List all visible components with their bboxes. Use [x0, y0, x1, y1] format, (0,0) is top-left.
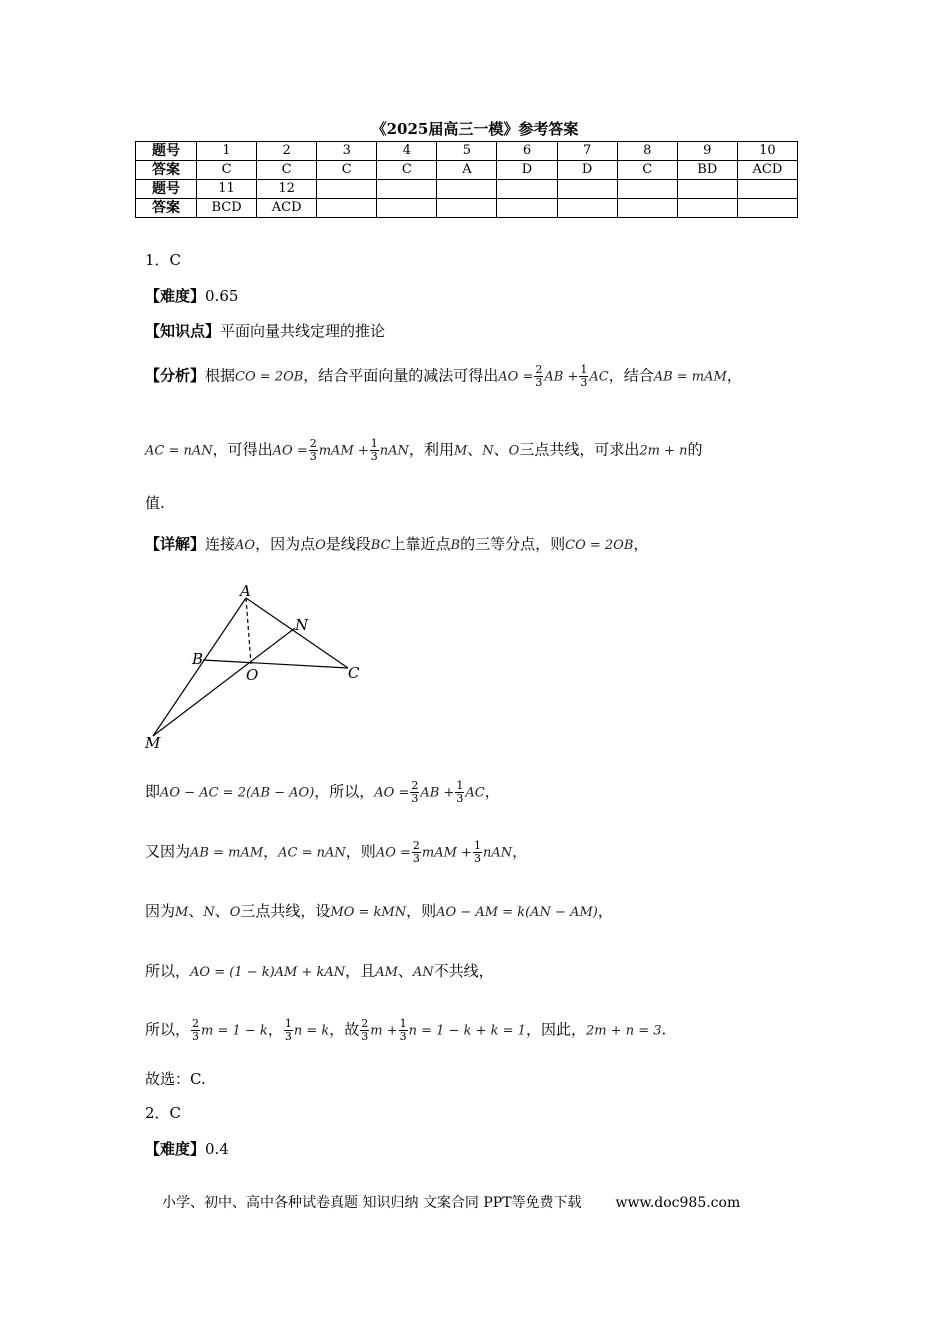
text: ，则 [406, 902, 437, 920]
text: ， [263, 842, 279, 861]
table-cell: 2 [257, 142, 317, 161]
q1-step1 [145, 780, 500, 805]
difficulty-value: 0.4 [205, 1140, 229, 1158]
table-cell: 1 [197, 142, 257, 161]
fraction: $\frac{1}{3}$ [399, 1017, 407, 1043]
table-cell [617, 180, 677, 199]
q1-step3 [145, 900, 613, 921]
table-cell: 3 [317, 142, 377, 161]
table-cell: 8 [617, 142, 677, 161]
text: ， [597, 902, 613, 920]
math-expr: AO − AM = k(AN − AM) [436, 905, 598, 920]
table-cell: A [437, 161, 497, 180]
fraction: $\frac{2}{3}$ [309, 437, 317, 463]
q1-step4 [145, 960, 494, 981]
text: 三点共线，设 [240, 902, 331, 920]
math-expr: 2m + n = 3 [585, 1023, 662, 1039]
text: ， [633, 535, 649, 553]
fraction: $\frac{2}{3}$ [535, 363, 543, 389]
math-expr: nAN [482, 845, 513, 861]
table-row [136, 199, 798, 218]
math-expr: m = 1 − k [201, 1023, 268, 1039]
table-cell: 4 [377, 142, 437, 161]
math-expr: O [229, 905, 241, 920]
text: ，结合 [608, 366, 654, 385]
page-footer [162, 1192, 740, 1212]
table-cell: C [377, 161, 437, 180]
math-expr: O [315, 538, 326, 553]
math-expr: AM [375, 965, 398, 980]
math-expr: MO = kMN [330, 905, 407, 920]
detail-tag: 【详解】 [145, 535, 206, 553]
math-expr: M [175, 905, 189, 920]
table-cell [437, 180, 497, 199]
text: ，可得出 [212, 440, 273, 459]
math-expr: AB + [420, 785, 455, 801]
q1-heading: 1．C [145, 251, 182, 269]
math-expr: CO = 2OB [565, 538, 634, 553]
text: ，因为点 [255, 535, 316, 553]
text: 即 [145, 782, 161, 801]
text: ，因此， [525, 1020, 586, 1039]
segment-bc [203, 660, 348, 668]
page-title: 《2025届高三一模》参考答案 [371, 120, 579, 138]
math-expr: mAM + [421, 845, 472, 861]
footer-url[interactable]: www.doc985.com [615, 1195, 741, 1211]
math-expr: O [508, 443, 520, 459]
table-cell [437, 199, 497, 218]
math-expr: AO = [374, 785, 410, 801]
text: 的三等分点，则 [460, 535, 566, 553]
table-cell: ACD [257, 199, 317, 218]
math-expr: AO = [498, 369, 534, 385]
table-cell [557, 199, 617, 218]
table-cell [317, 180, 377, 199]
q1-step2 [145, 840, 527, 865]
table-cell [677, 199, 737, 218]
q2-difficulty [145, 1138, 229, 1159]
fraction: $\frac{1}{3}$ [580, 363, 588, 389]
table-cell: C [197, 161, 257, 180]
text: ，且 [345, 962, 376, 980]
triangle-diagram [140, 580, 380, 755]
math-expr: N [482, 443, 494, 459]
math-expr: AC = nAN [278, 845, 346, 861]
text: ， [726, 366, 742, 385]
table-cell: D [557, 161, 617, 180]
label-m: M [145, 734, 161, 752]
table-cell [737, 180, 797, 199]
math-expr: AO = [272, 443, 308, 459]
label-o: O [246, 666, 259, 684]
difficulty-tag: 【难度】 [145, 287, 206, 305]
label-a: A [240, 582, 251, 600]
q1-step5 [145, 1018, 666, 1043]
fraction: $\frac{2}{3}$ [411, 779, 419, 805]
fraction: $\frac{1}{3}$ [473, 839, 481, 865]
footer-text: 小学、初中、高中各种试卷真题 知识归纳 文案合同 PPT等免费下载 [162, 1195, 582, 1211]
text: 所以， [145, 1020, 191, 1039]
fraction: $\frac{2}{3}$ [192, 1017, 200, 1043]
fraction: $\frac{1}{3}$ [284, 1017, 292, 1043]
fraction: $\frac{1}{3}$ [370, 437, 378, 463]
text: . [661, 1020, 667, 1039]
text: ， [484, 782, 500, 801]
q1-conclusion: 故选：C. [145, 1070, 206, 1088]
text: 的 [687, 440, 703, 459]
text: 不共线， [433, 962, 494, 980]
fraction: $\frac{2}{3}$ [361, 1017, 369, 1043]
text: 是线段 [325, 535, 371, 553]
math-expr: AB + [544, 369, 579, 385]
math-expr: AO − AC = 2(AB − AO) [160, 785, 315, 801]
segment-mn [153, 628, 295, 736]
answer-table [135, 141, 798, 218]
table-cell [617, 199, 677, 218]
text: 又因为 [145, 842, 191, 861]
analysis-tag: 【分析】 [145, 366, 206, 385]
table-cell [317, 199, 377, 218]
text: 、 [493, 440, 509, 459]
math-expr: AO [235, 538, 256, 553]
text: ，则 [345, 842, 376, 861]
text: 、 [214, 902, 230, 920]
table-cell: BD [677, 161, 737, 180]
math-expr: AC = nAN [145, 443, 213, 459]
table-cell: BCD [197, 199, 257, 218]
text: ，故 [329, 1020, 360, 1039]
math-expr: nAN [379, 443, 409, 459]
table-cell: ACD [737, 161, 797, 180]
table-cell [677, 180, 737, 199]
text: 所以， [145, 962, 191, 980]
table-cell: C [617, 161, 677, 180]
table-header-cell: 答案 [136, 199, 197, 218]
table-cell [497, 180, 557, 199]
math-expr: n = k [293, 1023, 330, 1039]
math-expr: AC [465, 785, 485, 801]
table-cell: 9 [677, 142, 737, 161]
q1-analysis-line2 [145, 438, 703, 463]
q2-heading: 2．C [145, 1104, 182, 1122]
math-expr: AC [589, 369, 609, 385]
knowledge-value: 平面向量共线定理的推论 [220, 322, 386, 340]
table-cell: C [257, 161, 317, 180]
math-expr: AO = (1 − k)AM + kAN [190, 965, 346, 980]
text: 三点共线，可求出 [519, 440, 640, 459]
table-header-cell: 题号 [136, 180, 197, 199]
q1-detail [145, 533, 648, 554]
table-cell: D [497, 161, 557, 180]
label-c: C [348, 664, 360, 682]
table-cell: 6 [497, 142, 557, 161]
text: ， [512, 842, 528, 861]
math-expr: BC [370, 538, 391, 553]
math-expr: CO = 2OB [235, 369, 304, 385]
table-cell [557, 180, 617, 199]
text: 因为 [145, 902, 176, 920]
text: ， [267, 1020, 283, 1039]
text: 、 [397, 962, 413, 980]
table-cell: 5 [437, 142, 497, 161]
table-cell: 10 [737, 142, 797, 161]
text: 上靠近点 [390, 535, 451, 553]
q1-difficulty [145, 285, 238, 306]
table-cell [737, 199, 797, 218]
table-header-cell: 答案 [136, 161, 197, 180]
text: ，利用 [408, 440, 454, 459]
table-cell: 11 [197, 180, 257, 199]
q1-knowledge [145, 320, 385, 341]
text: ，所以， [314, 782, 375, 801]
knowledge-tag: 【知识点】 [145, 322, 221, 340]
math-expr: n = 1 − k + k = 1 [408, 1023, 526, 1039]
text: 根据 [205, 366, 236, 385]
table-cell [497, 199, 557, 218]
math-expr: AO = [375, 845, 411, 861]
math-expr: M [453, 443, 468, 459]
math-expr: m + [370, 1023, 398, 1039]
table-cell: 12 [257, 180, 317, 199]
label-b: B [192, 650, 204, 668]
label-n: N [295, 616, 309, 634]
math-expr: AB = mAM [190, 845, 264, 861]
table-cell [377, 180, 437, 199]
math-expr: mAM + [318, 443, 369, 459]
table-row [136, 142, 798, 161]
table-header-cell: 题号 [136, 142, 197, 161]
table-cell: C [317, 161, 377, 180]
table-cell: 7 [557, 142, 617, 161]
math-expr: AN [412, 965, 434, 980]
difficulty-tag: 【难度】 [145, 1140, 206, 1158]
math-expr: B [450, 538, 461, 553]
fraction: $\frac{1}{3}$ [456, 779, 464, 805]
q1-analysis-line3: 值. [145, 494, 165, 512]
table-row [136, 161, 798, 180]
math-expr: N [203, 905, 215, 920]
table-cell [377, 199, 437, 218]
fraction: $\frac{2}{3}$ [412, 839, 420, 865]
text: 、 [188, 902, 204, 920]
math-expr: AB = mAM [653, 369, 727, 385]
math-expr: 2m + n [639, 443, 688, 459]
text: ，结合平面向量的减法可得出 [303, 366, 499, 385]
table-row [136, 180, 798, 199]
segment-ao-dashed [246, 598, 251, 664]
difficulty-value: 0.65 [205, 287, 239, 305]
q1-analysis-line1 [145, 364, 742, 389]
text: 连接 [205, 535, 236, 553]
text: 、 [467, 440, 483, 459]
